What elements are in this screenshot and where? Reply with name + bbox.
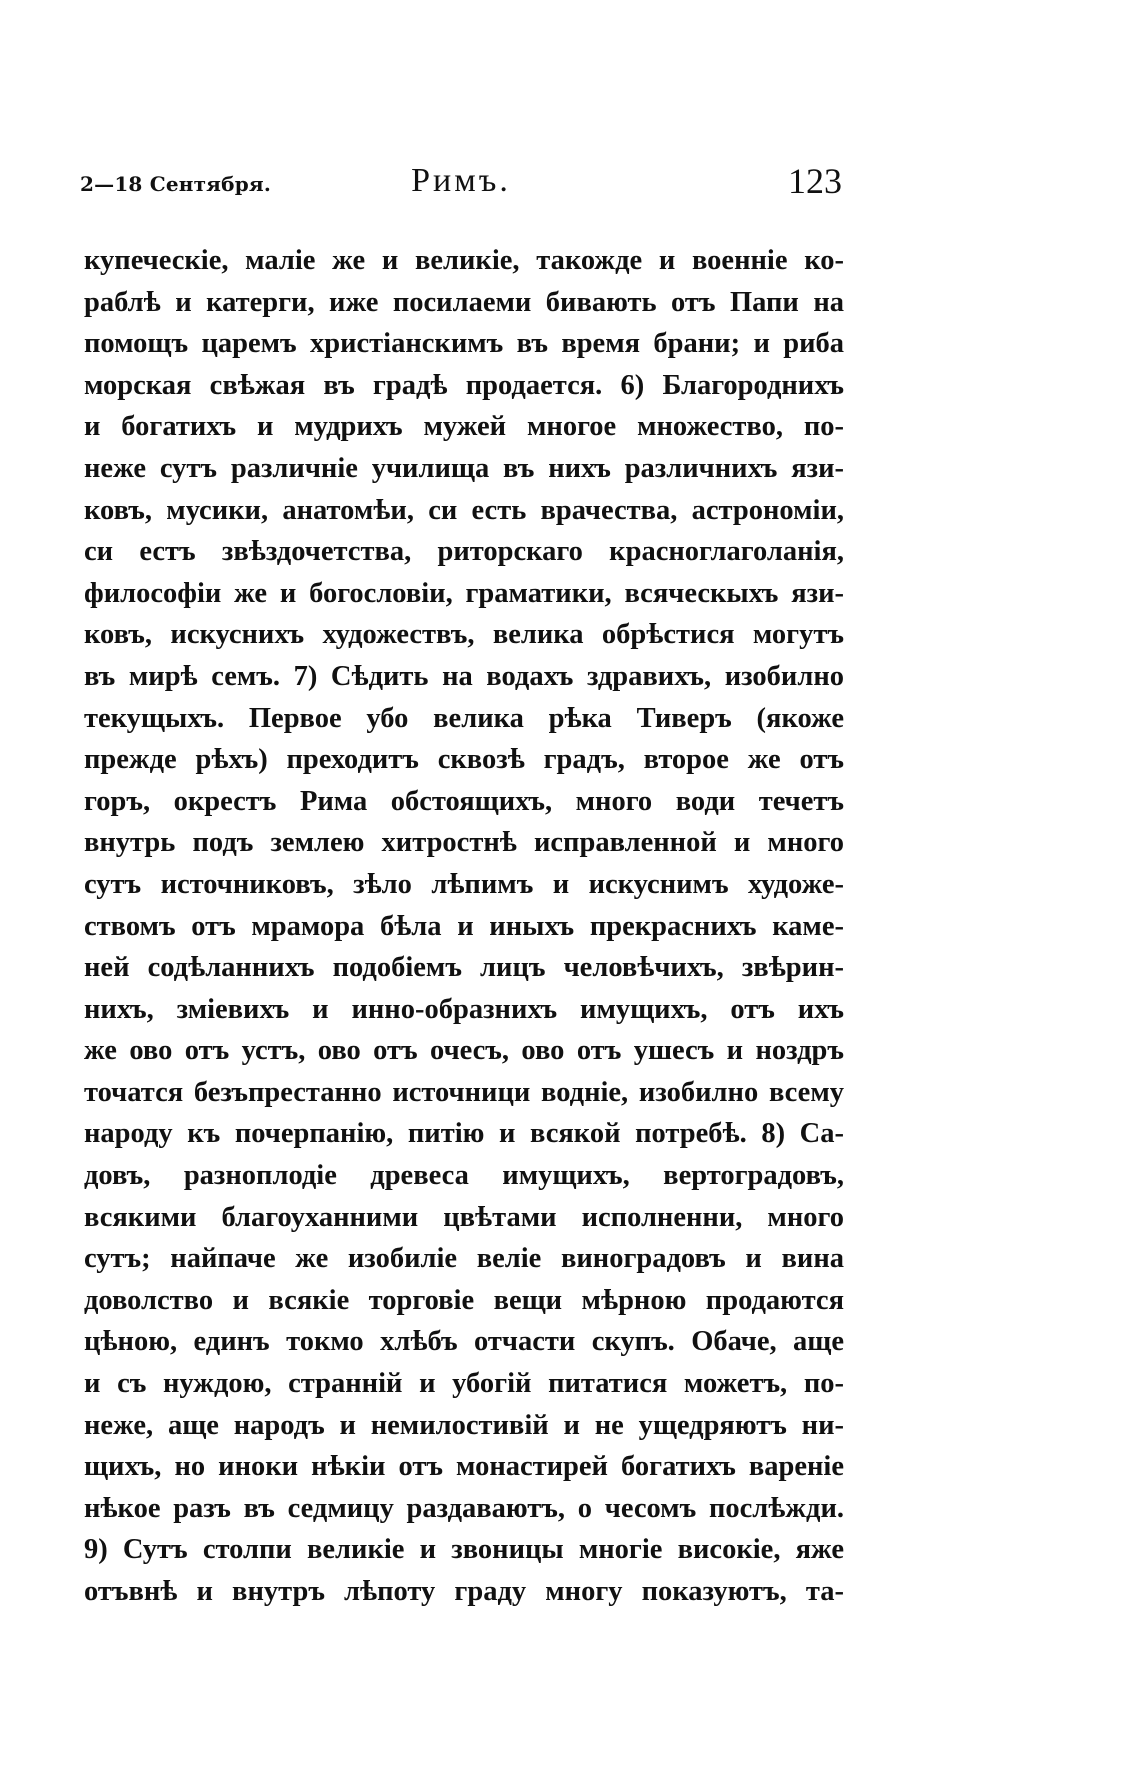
text-line: неже сутъ различніе училища въ нихъ различнихъ язи-: [84, 452, 844, 484]
text-line: всякими благоуханними цвѣтами исполненни, много: [84, 1201, 844, 1233]
text-line: въ мирѣ семъ. 7) Сѣдить на водахъ здравихъ, изобилно: [84, 660, 844, 692]
text-line: философіи же и богословіи, граматики, всяческыхъ язи-: [84, 577, 844, 609]
text-line: сутъ; найпаче же изобиліе веліе виноградовъ и вина: [84, 1243, 844, 1275]
text-line: купеческіе, маліе же и великіе, такожде и военніе ко-: [84, 245, 844, 276]
text-line: горъ, окрестъ Рима обстоящихъ, много води течетъ: [84, 785, 844, 817]
text-line: ней содѣланнихъ подобіемъ лицъ человѣчихъ, звѣрин-: [84, 952, 844, 984]
text-line: и съ нуждою, странній и убогій питатися можетъ, по-: [84, 1368, 844, 1400]
text-line: 9) Сутъ столпи великіе и звоницы многіе високіе, яже: [84, 1534, 844, 1566]
text-line: точатся безъпрестанно источници водніе, изобилно всему: [84, 1076, 844, 1108]
text-line: же ово отъ устъ, ово отъ очесъ, ово отъ ушесъ и ноздръ: [84, 1035, 844, 1067]
text-line: цѣною, единъ токмо хлѣбъ отчасти скупъ. Обаче, аще: [84, 1326, 844, 1358]
text-line: сутъ источниковъ, зѣло лѣпимъ и искуснимъ художе-: [84, 868, 844, 900]
text-line: доволство и всякіе торговіе вещи мѣрною продаются: [84, 1284, 844, 1316]
text-line: народу къ почерпанію, питію и всякой потребѣ. 8) Са-: [84, 1118, 844, 1150]
text-line: неже, аще народъ и немилостивій и не ущедряютъ ни-: [84, 1409, 844, 1441]
body-text: [84, 240, 844, 1613]
running-header: [80, 160, 842, 200]
text-line: раблѣ и катерги, иже посилаеми бивають отъ Папи на: [84, 286, 844, 318]
text-line: си естъ звѣздочетства, риторскаго красноглаголанія,: [84, 536, 844, 568]
text-line: помощъ царемъ христіанскимъ въ время брани; и риба: [84, 328, 844, 360]
header-date-range: 2—18 Сентября.: [80, 172, 272, 196]
text-line: ковъ, искуснихъ художествъ, велика обрѣстися могутъ: [84, 619, 844, 651]
page-number: 123: [788, 161, 842, 201]
text-line: ковъ, мусики, анатомѣи, си есть врачества, астрономіи,: [84, 494, 844, 526]
text-line: довъ, разноплодіе древеса имущихъ, вертоградовъ,: [84, 1160, 844, 1192]
text-line: прежде рѣхъ) преходитъ сквозѣ градъ, второе же отъ: [84, 744, 844, 776]
text-line: ствомъ отъ мрамора бѣла и иныхъ прекраснихъ каме-: [84, 910, 844, 942]
text-line: нѣкое разъ въ седмицу раздаваютъ, о чесомъ послѣжди.: [84, 1492, 844, 1524]
text-line: щихъ, но иноки нѣкіи отъ монастирей богатихъ вареніе: [84, 1451, 844, 1483]
text-line: и богатихъ и мудрихъ мужей многое множество, по-: [84, 411, 844, 443]
text-line: нихъ, зміевихъ и инно-образнихъ имущихъ, отъ ихъ: [84, 993, 844, 1025]
text-line: морская свѣжая въ градѣ продается. 6) Благороднихъ: [84, 369, 844, 401]
text-line: внутрь подъ землею хитростнѣ исправленной и много: [84, 827, 844, 859]
text-line: отъвнѣ и внутръ лѣпоту граду многу показуютъ, та-: [84, 1576, 844, 1607]
header-title: Римъ.: [411, 162, 511, 199]
text-line: текущыхъ. Первое убо велика рѣка Тиверъ (якоже: [84, 702, 844, 734]
